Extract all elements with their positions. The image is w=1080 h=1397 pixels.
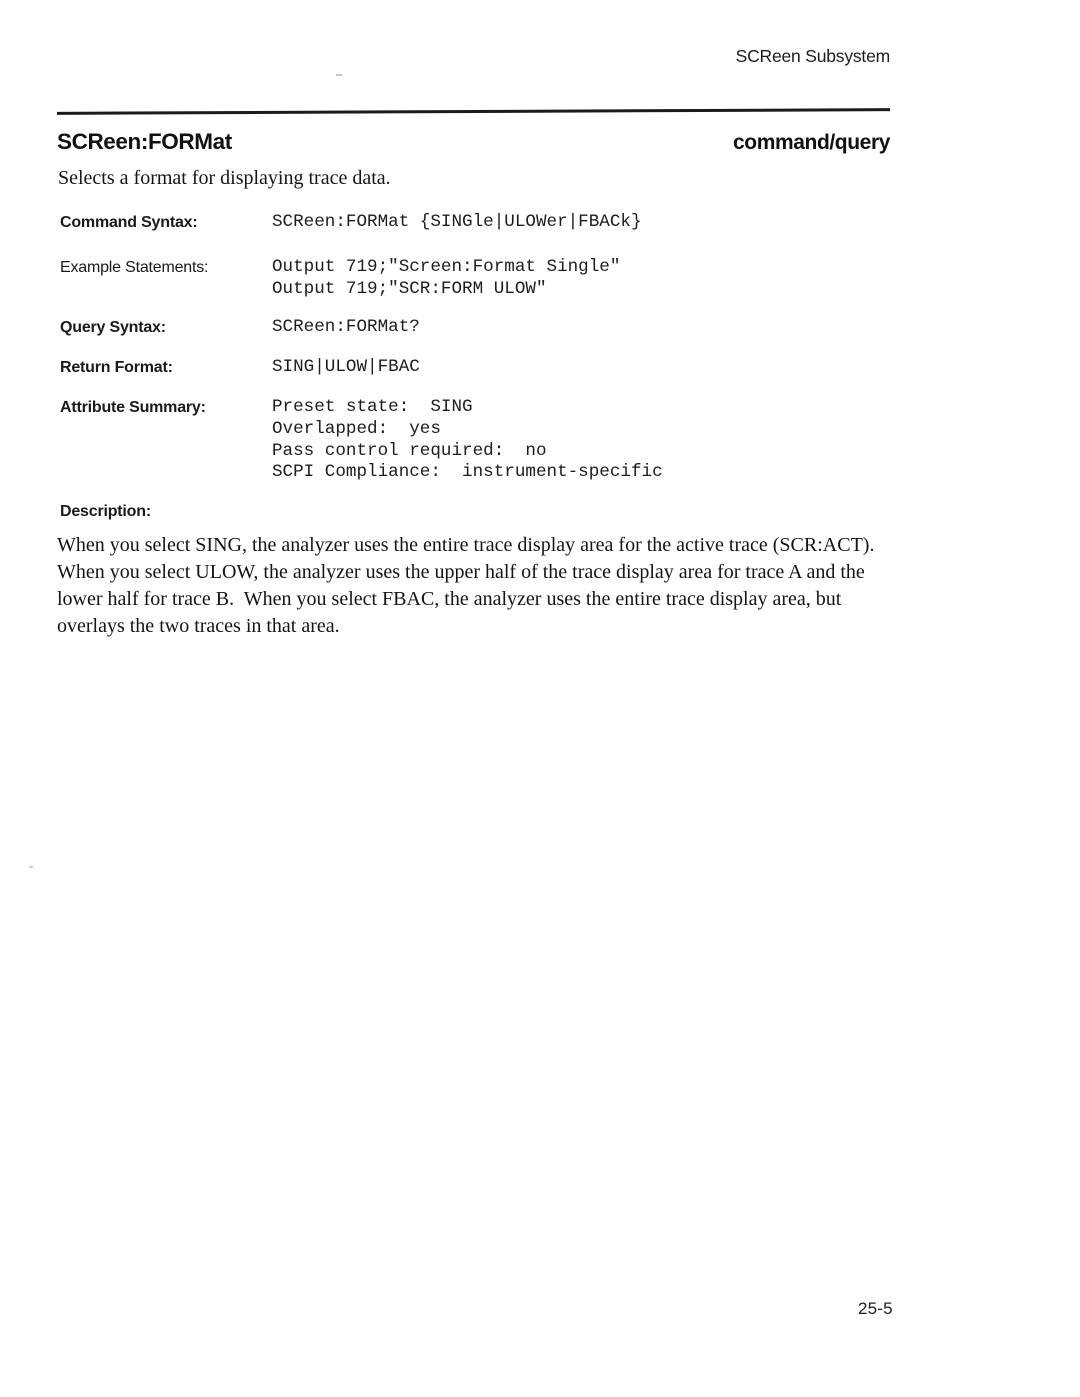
attribute-line-overlapped: Overlapped: yes	[272, 418, 441, 439]
example-statement-line: Output 719;"SCR:FORM ULOW"	[272, 278, 547, 299]
command-summary: Selects a format for displaying trace data.	[58, 167, 391, 189]
page-number: 25-5	[858, 1299, 893, 1318]
description-label: Description:	[60, 503, 151, 521]
command-type-label: command/query	[732, 131, 890, 154]
query-syntax-value: SCReen:FORMat?	[272, 317, 420, 338]
scan-artifact	[29, 866, 33, 868]
section-query-syntax	[60, 317, 1000, 339]
section-attribute-summary	[60, 397, 1000, 484]
attribute-line-pass-control: Pass control required: no	[272, 440, 547, 461]
command-title: SCReen:FORMat	[57, 129, 232, 154]
attribute-line-scpi-compliance: SCPI Compliance: instrument-specific	[272, 462, 663, 483]
description-paragraph: When you select SING, the analyzer uses the entire trace display area for the active trace (SCR:ACT). When you select ULOW, the analyzer uses the upper half of the trace display area for trace A and the lower half for trace B. When you select FBAC, the analyzer uses the entire trace display area, but overlays the two traces in that area.	[57, 534, 885, 638]
command-syntax-label: Command Syntax:	[60, 214, 198, 231]
title-row	[57, 129, 890, 155]
attribute-line-preset-state: Preset state: SING	[272, 396, 473, 417]
query-syntax-label: Query Syntax:	[60, 319, 166, 337]
scan-artifact	[336, 74, 342, 76]
example-statements-label: Example Statements:	[60, 258, 209, 276]
example-statements-value	[272, 257, 620, 301]
attribute-summary-value	[272, 397, 663, 484]
attribute-summary-label: Attribute Summary:	[60, 398, 206, 416]
example-statement-line: Output 719;"Screen:Format Single"	[272, 256, 621, 277]
section-command-syntax	[60, 212, 1000, 234]
running-header: SCReen Subsystem	[735, 46, 890, 66]
reference-sections	[57, 212, 1000, 640]
return-format-label: Return Format:	[60, 359, 173, 377]
section-example-statements	[60, 257, 1000, 301]
header-rule	[57, 108, 890, 115]
section-return-format	[60, 357, 1000, 379]
command-syntax-value: SCReen:FORMat {SINGle|ULOWer|FBACk}	[272, 212, 642, 232]
return-format-value: SING|ULOW|FBAC	[272, 357, 420, 378]
